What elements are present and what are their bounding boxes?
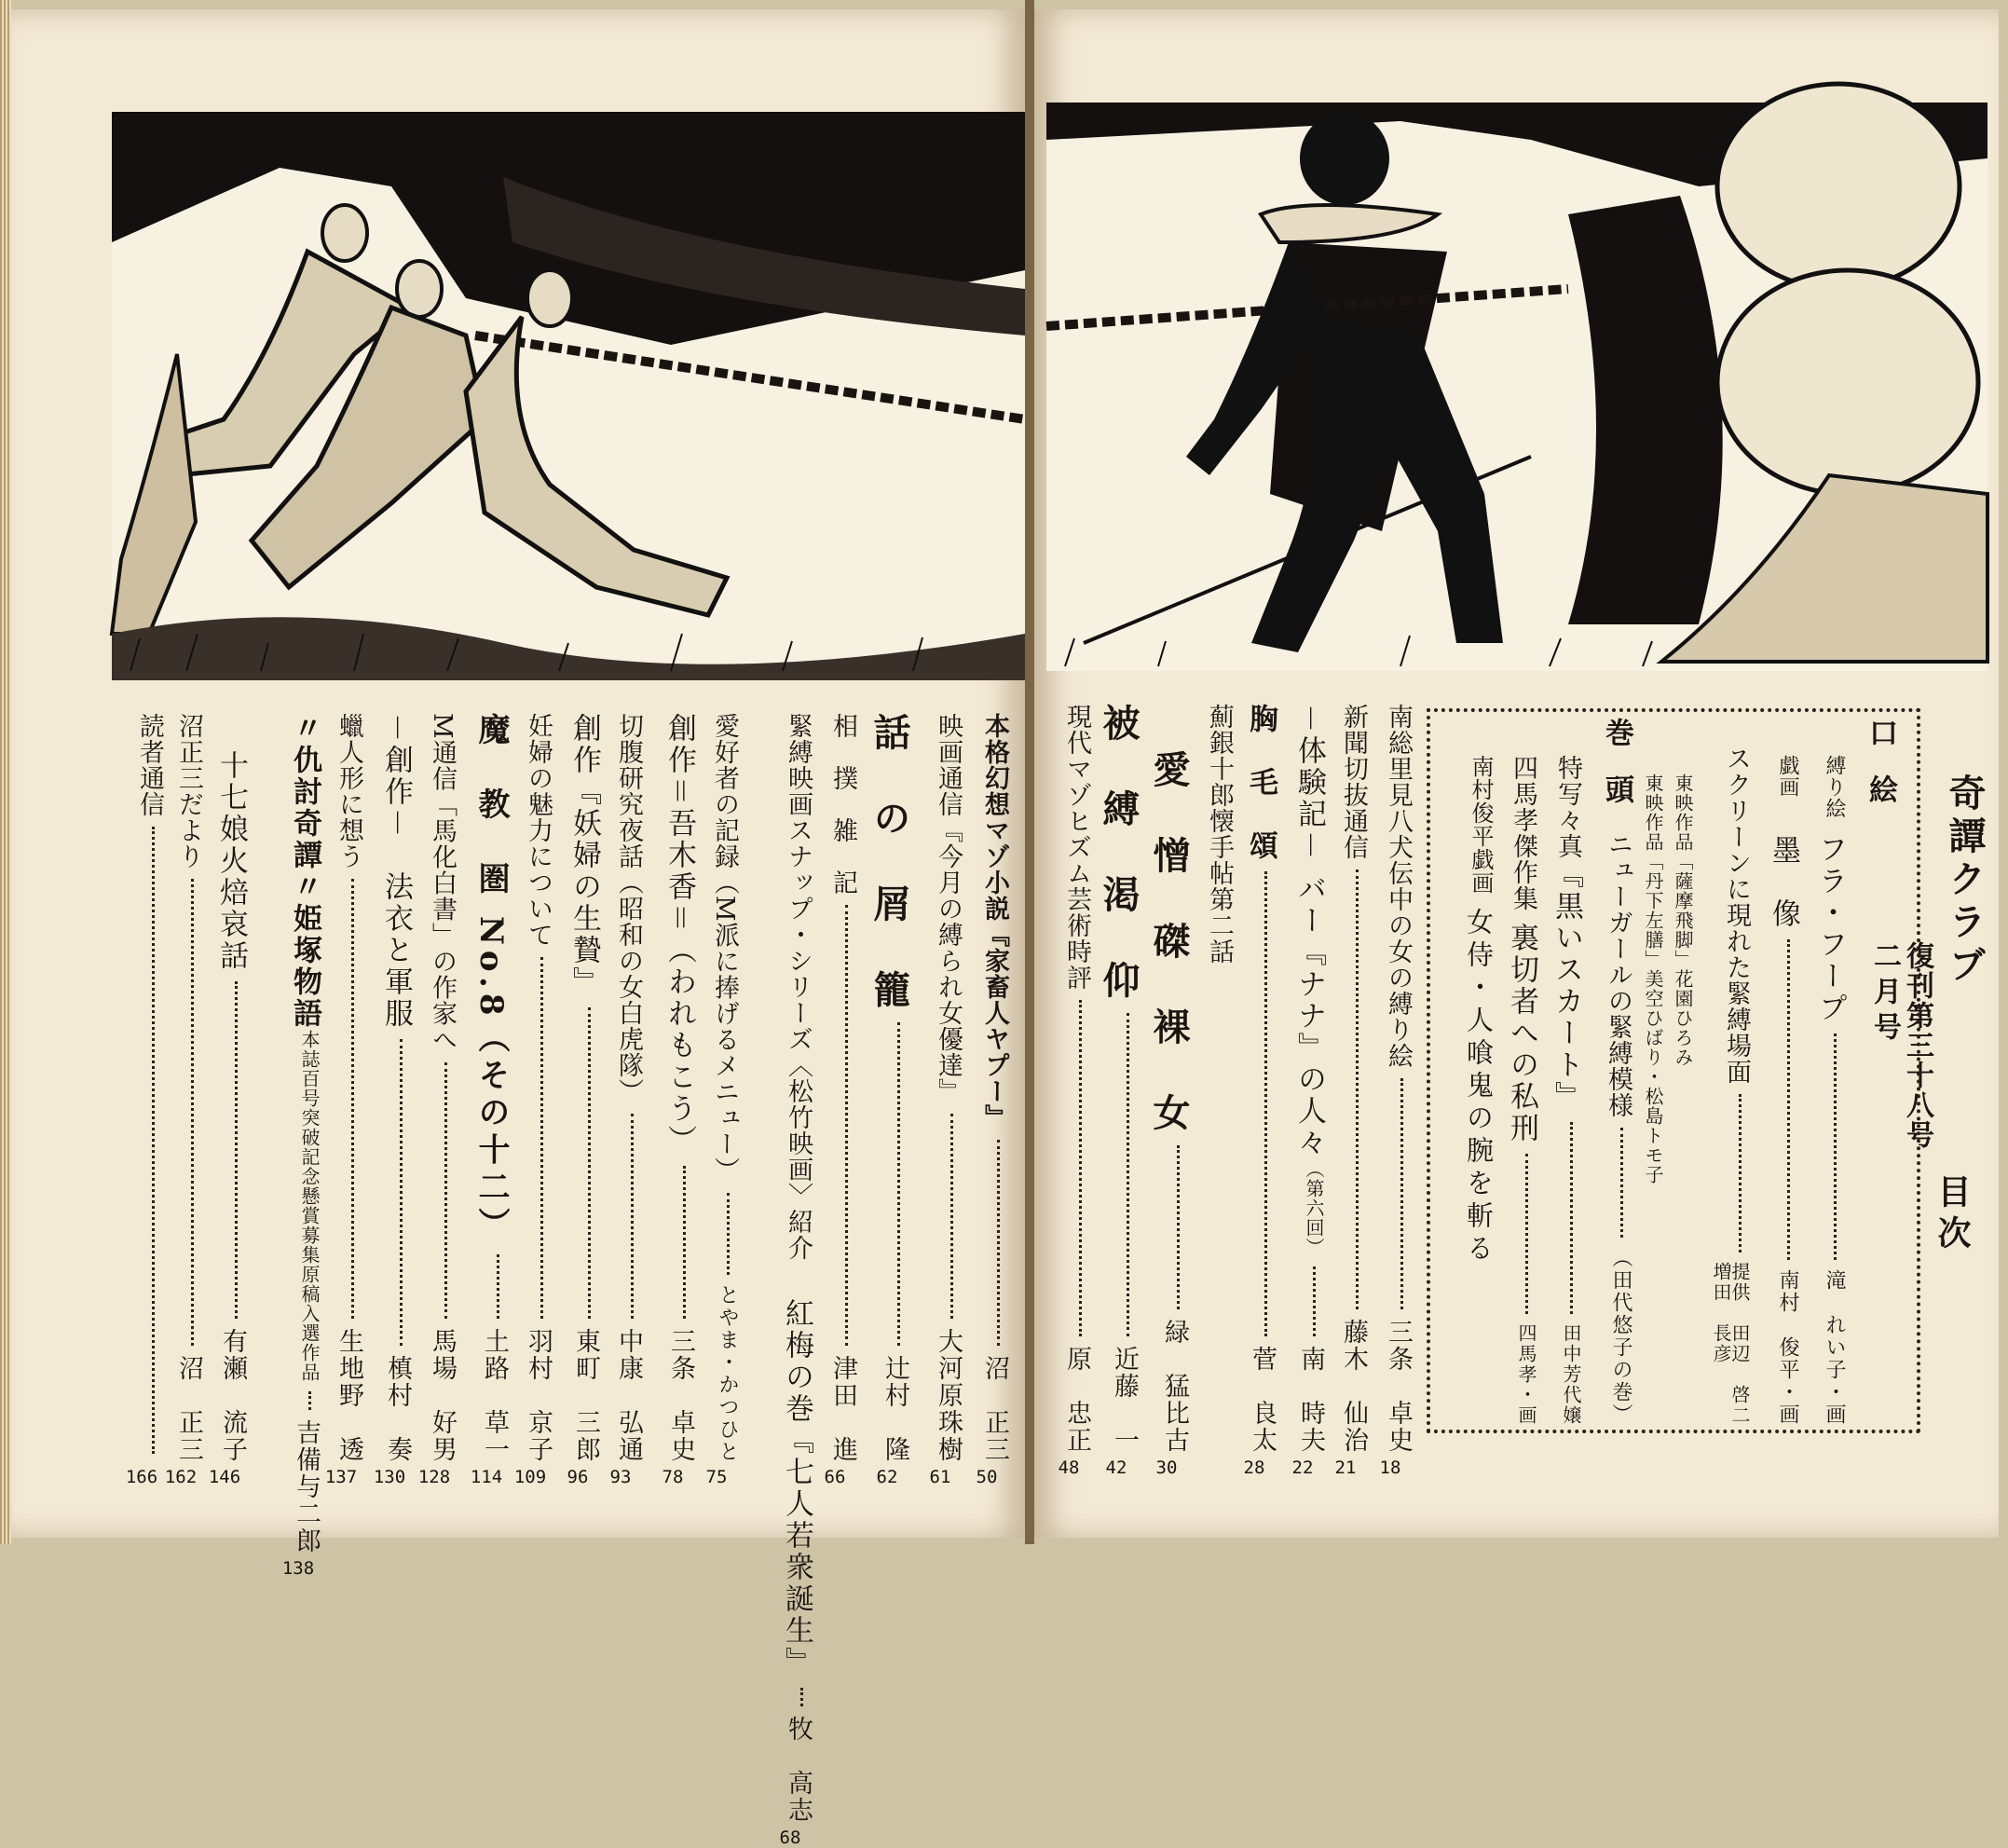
- toc-title: 妊婦の魅力について: [524, 713, 553, 948]
- toc-title: 新聞切抜通信: [1339, 704, 1368, 860]
- toc-entry[interactable]: [600, 713, 641, 1486]
- toc-title: －創作－ 法衣と軍服: [379, 713, 413, 1030]
- toc-entry[interactable]: [1370, 704, 1411, 1477]
- leader-dots: [376, 1039, 403, 1346]
- box-sub: 戯画: [1776, 755, 1799, 798]
- toc-author: 津田 進: [828, 1355, 857, 1463]
- leader-dots: [1776, 939, 1790, 1260]
- toc-title: 本格幻想マゾ小説『家畜人ヤプー』: [980, 713, 1009, 1130]
- toc-entry[interactable]: [248, 713, 321, 1579]
- leader-dots: [1377, 1078, 1403, 1309]
- toc-page: 22: [1291, 1458, 1314, 1478]
- leader-dots: [212, 981, 238, 1319]
- box-entry[interactable]: [1666, 773, 1692, 1146]
- masked-figure-illustration: [1046, 103, 1988, 671]
- toc-page: 61: [929, 1467, 951, 1487]
- toc-entry[interactable]: [414, 713, 455, 1486]
- leader-dots: [285, 1391, 311, 1410]
- toc-page: 114: [470, 1467, 503, 1487]
- box-entry[interactable]: [1636, 773, 1662, 1239]
- box-main: スクリーンに現れた緊縛場面: [1722, 746, 1751, 1085]
- toc-subtitle: 本誌百号突破記念懸賞募集原稿入選作品: [298, 1030, 321, 1382]
- box-main: 墨 像: [1767, 835, 1800, 930]
- box-sub: 縛り絵: [1823, 755, 1846, 819]
- leader-dots: [822, 905, 848, 1346]
- toc-page: 93: [609, 1467, 632, 1487]
- box-author: 田中芳代嬢: [1560, 1323, 1582, 1426]
- box-entry[interactable]: [1803, 755, 1847, 1426]
- box-entry[interactable]: [1584, 718, 1631, 1426]
- toc-page: 21: [1334, 1458, 1357, 1478]
- magazine-title: 奇譚クラブ: [1943, 773, 1987, 988]
- toc-page: 50: [976, 1467, 998, 1487]
- toc-entry[interactable]: [321, 713, 362, 1486]
- box-main: 裏切者への私刑: [1505, 923, 1538, 1144]
- toc-page: 162: [164, 1467, 198, 1487]
- leader-dots: [1241, 871, 1267, 1336]
- box-sub: 四馬孝傑作集: [1509, 755, 1537, 911]
- box-author: 提供 田辺 啓二 増田 長彦: [1710, 1262, 1751, 1426]
- leader-dots: [874, 1022, 900, 1346]
- box-entry[interactable]: [1756, 755, 1800, 1426]
- toc-title: －体験記－ バー『ナナ』の人々: [1292, 704, 1326, 1159]
- toc-entry[interactable]: [1088, 704, 1141, 1478]
- toc-title: 南総里見八犬伝中の女の縛り絵: [1384, 704, 1413, 1069]
- toc-entry[interactable]: [1232, 704, 1275, 1477]
- leader-dots: [1514, 1154, 1528, 1314]
- toc-author: 東町 三郎: [571, 1328, 600, 1463]
- toc-entry[interactable]: [645, 713, 696, 1487]
- toc-page: 48: [1058, 1458, 1080, 1478]
- toc-author: 沼 正三: [174, 1355, 203, 1463]
- toc-author: 生地野 透: [335, 1328, 363, 1463]
- toc-title: 魔 教 圏 No.8（その十二）: [472, 713, 510, 1245]
- toc-entry[interactable]: [552, 713, 601, 1487]
- box-sub: 特写々真: [1553, 755, 1582, 859]
- leader-dots: [927, 1114, 953, 1319]
- leader-dots: [1103, 1013, 1129, 1336]
- toc-author: 辻村 隆: [881, 1355, 909, 1463]
- toc-author: 中康 弘通: [614, 1328, 643, 1463]
- leader-dots: [1332, 869, 1359, 1309]
- box-entry[interactable]: [1493, 755, 1536, 1426]
- toc-title: 話 の 屑 籠: [867, 713, 911, 1013]
- box-main: 「薩摩飛脚」花園ひろみ: [1672, 852, 1694, 1067]
- toc-page: 66: [824, 1467, 846, 1487]
- toc-page: 18: [1379, 1458, 1401, 1478]
- box-author: 滝 れい子・画: [1823, 1269, 1846, 1426]
- toc-entry[interactable]: [510, 713, 551, 1486]
- toc-title: 現代マゾヒズム芸術時評: [1062, 704, 1091, 991]
- toc-title: 〃仇討奇譚〃姫塚物語: [288, 713, 321, 1030]
- leader-dots: [129, 827, 155, 1454]
- toc-entry[interactable]: [696, 713, 737, 1486]
- toc-page: 78: [662, 1467, 684, 1487]
- leader-dots: [1056, 1000, 1082, 1336]
- toc-title: 緊縛映画スナップ・シリーズ〈松竹映画〉紹介: [784, 713, 813, 1261]
- box-sub: 東映作品: [1672, 773, 1694, 852]
- box-entry[interactable]: [1537, 755, 1583, 1426]
- toc-author: 近藤 一: [1110, 1346, 1139, 1454]
- box-entry[interactable]: [1850, 718, 1897, 1426]
- box-author: （田代悠子の巻）: [1609, 1247, 1632, 1426]
- toc-author: とやま・かつひと: [716, 1284, 739, 1463]
- toc-entry[interactable]: [202, 713, 248, 1487]
- leader-dots: [565, 1007, 591, 1319]
- tug-of-war-illustration: [112, 112, 1025, 680]
- toc-title: 十七娘火焙哀話: [214, 750, 248, 972]
- box-main: 『黒いスカート』: [1550, 859, 1583, 1113]
- toc-page: 146: [208, 1467, 241, 1487]
- leader-dots: [660, 1166, 686, 1319]
- toc-title: 沼正三だより: [174, 713, 203, 869]
- box-sub: 南村俊平戯画: [1468, 755, 1494, 895]
- toc-page: 68: [779, 1827, 801, 1848]
- toc-entry[interactable]: [740, 713, 813, 1848]
- toc-author: 牧 高志: [784, 1716, 813, 1824]
- toc-author: 吉備与二郎: [292, 1419, 321, 1554]
- toc-page: 109: [513, 1467, 547, 1487]
- toc-author: 沼 正三: [980, 1355, 1009, 1463]
- toc-page: 128: [417, 1467, 451, 1487]
- toc-title: 映画通信『今月の縛られ女優達』: [934, 713, 963, 1104]
- toc-author: 有瀬 流子: [218, 1328, 247, 1463]
- toc-author: 槙村 奏: [383, 1355, 412, 1463]
- toc-page: 75: [705, 1467, 728, 1487]
- toc-author: 大河原珠樹: [934, 1328, 963, 1463]
- toc-author: 三条 卓史: [666, 1328, 695, 1463]
- box-main: ニューガールの緊縛模様: [1604, 831, 1632, 1118]
- leader-dots: [1609, 1128, 1623, 1238]
- toc-title: 薊銀十郎懐手帖第二話: [1205, 704, 1234, 965]
- book-gutter: [1025, 0, 1034, 1544]
- toc-entry[interactable]: [859, 713, 911, 1487]
- toc-title: 胸 毛 頌: [1244, 704, 1277, 862]
- box-entry[interactable]: [1691, 746, 1749, 1426]
- box-main: 「丹下左膳」美空ひばり・松島トモ子: [1642, 852, 1664, 1184]
- leader-dots: [517, 957, 543, 1319]
- box-sub: 東映作品: [1642, 773, 1664, 852]
- box-main: フラ・フープ: [1813, 834, 1847, 1024]
- toc-entry[interactable]: [160, 713, 201, 1486]
- leader-dots: [1719, 1094, 1742, 1253]
- toc-entry[interactable]: [1048, 704, 1089, 1477]
- toc-author: 原 忠正: [1062, 1346, 1091, 1454]
- leader-dots: [777, 1688, 803, 1706]
- toc-author: 土路 草一: [480, 1328, 509, 1463]
- box-entry[interactable]: [1449, 755, 1495, 1426]
- box-main: 女侍・人喰鬼の腕を斬る: [1463, 908, 1495, 1266]
- leader-dots: [1559, 1122, 1573, 1314]
- leader-dots: [421, 1062, 447, 1319]
- toc-author: 馬場 好男: [428, 1328, 457, 1463]
- toc-title: 愛好者の記録（M派に捧げるメニュー）: [710, 713, 739, 1184]
- leader-dots: [328, 879, 354, 1319]
- toc-subtitle: 紅梅の巻『七人若衆誕生』: [780, 1298, 813, 1678]
- leader-dots: [473, 1254, 499, 1320]
- left-page: [11, 9, 1025, 1848]
- leader-dots: [1823, 1034, 1837, 1260]
- toc-entry[interactable]: [458, 713, 510, 1487]
- issue-number: 復刊第三十八号: [1901, 941, 1933, 1150]
- toc-entry[interactable]: [814, 713, 855, 1486]
- toc-title: 蠟人形に想う: [335, 713, 363, 869]
- toc-title: 愛 憎 磔 裸 女: [1147, 750, 1191, 1136]
- toc-entry[interactable]: [1191, 704, 1232, 1002]
- leader-dots: [703, 1193, 730, 1275]
- leader-dots: [168, 879, 194, 1346]
- section-heading: 巻頭: [1600, 718, 1633, 831]
- toc-entry[interactable]: [920, 713, 961, 1486]
- toc-author: 藤木 仙治: [1339, 1319, 1368, 1454]
- toc-note: （第六回）: [1303, 1158, 1325, 1257]
- toc-author: 緑 猛比古: [1160, 1319, 1189, 1454]
- issue-month: 二月号: [1868, 941, 1901, 1047]
- box-author: 南村 俊平・画: [1776, 1269, 1799, 1426]
- toc-page: 42: [1105, 1458, 1127, 1478]
- toc-title: 創作＝吾木香＝（われもこう）: [663, 713, 696, 1157]
- contents-heading: 目次: [1933, 1174, 1972, 1256]
- toc-page: 28: [1243, 1458, 1265, 1478]
- toc-title: 被 縛 渇 仰: [1097, 704, 1141, 1004]
- toc-page: 62: [876, 1467, 898, 1487]
- toc-author: 菅 良太: [1248, 1346, 1277, 1454]
- toc-entry[interactable]: [1325, 704, 1366, 1477]
- toc-page: 96: [567, 1467, 589, 1487]
- toc-entry[interactable]: [1139, 704, 1191, 1478]
- toc-title: M通信「馬化白書」の作家へ: [428, 713, 457, 1053]
- book-page-edge: [0, 0, 11, 1544]
- toc-title: 読者通信: [135, 713, 164, 817]
- leader-dots: [974, 1140, 1000, 1346]
- section-heading: 口絵: [1864, 718, 1897, 831]
- toc-page: 137: [324, 1467, 358, 1487]
- toc-page: 130: [373, 1467, 406, 1487]
- toc-title: 創作『妖婦の生贄』: [567, 713, 601, 998]
- box-author: 四馬孝・画: [1515, 1323, 1537, 1426]
- toc-title: 切腹研究夜話（昭和の女白虎隊）: [614, 713, 643, 1104]
- toc-title: 相 撲 雑 記: [828, 713, 857, 896]
- toc-entry[interactable]: [1278, 704, 1326, 1478]
- toc-author: 三条 卓史: [1384, 1319, 1413, 1454]
- leader-dots: [1154, 1145, 1180, 1309]
- toc-entry[interactable]: [121, 713, 162, 1486]
- toc-entry[interactable]: [363, 713, 413, 1487]
- toc-page: 30: [1155, 1458, 1178, 1478]
- toc-page: 138: [281, 1558, 315, 1579]
- toc-page: 166: [125, 1467, 158, 1487]
- leader-dots: [1290, 1266, 1316, 1336]
- toc-entry[interactable]: [966, 713, 1007, 1486]
- toc-author: 羽村 京子: [524, 1328, 553, 1463]
- leader-dots: [608, 1114, 634, 1319]
- toc-author: 南 時夫: [1296, 1346, 1325, 1454]
